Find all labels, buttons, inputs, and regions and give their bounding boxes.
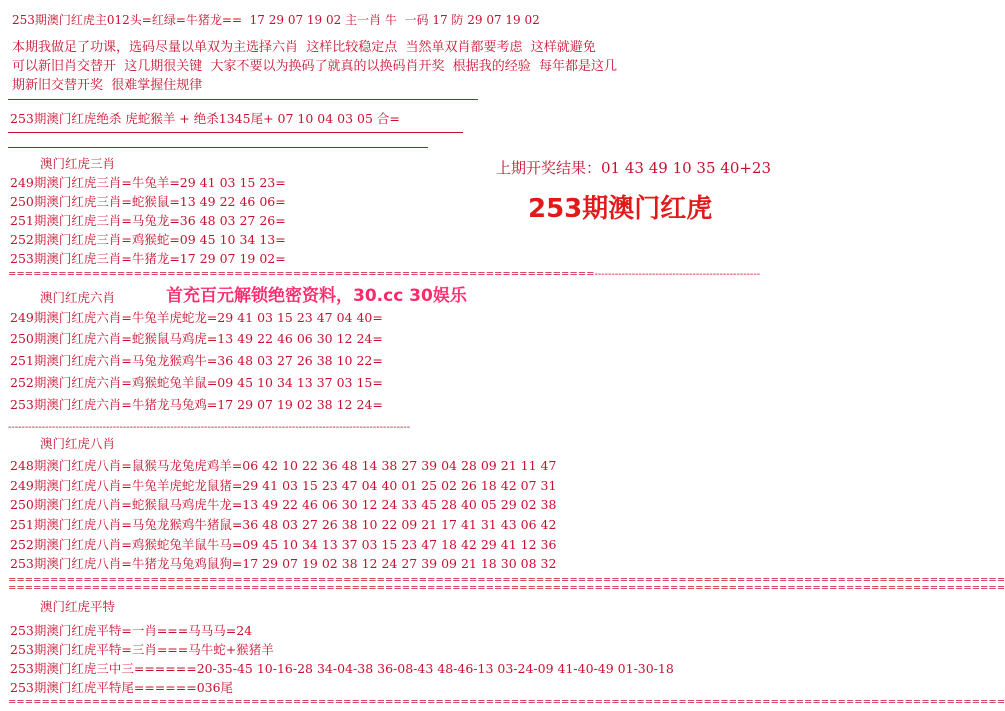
section-title-eight: 澳门红虎八肖 bbox=[40, 436, 116, 451]
intro-line-1: 本期我做足了功课，选码尽量以单双为主选择六肖 这样比较稳定点 当然单双肖都要考虑 这样就避免 bbox=[12, 40, 596, 55]
section-title-three: 澳门红虎三肖 bbox=[40, 156, 116, 171]
eight-row: 253期澳门红虎八肖=牛猪龙马兔鸡鼠狗=17 29 07 19 02 38 12 24 27 39 09 21 18 30 08 32 bbox=[10, 556, 557, 571]
separator: ----------------------------------------------------------------------------------------------------------------------- bbox=[8, 422, 411, 433]
section-title-six: 澳门红虎六肖 bbox=[40, 290, 116, 305]
flat-row: 253期澳门红虎平特=三肖===马牛蛇+猴猪羊 bbox=[10, 642, 274, 657]
eight-row: 248期澳门红虎八肖=鼠猴马龙兔虎鸡羊=06 42 10 22 36 48 14 38 27 39 04 28 09 21 11 47 bbox=[10, 458, 557, 473]
issue-big-title: 253期澳门红虎 bbox=[528, 194, 713, 224]
eight-row: 252期澳门红虎八肖=鸡猴蛇兔羊鼠牛马=09 45 10 34 13 37 03 15 23 47 18 42 29 41 12 36 bbox=[10, 537, 557, 552]
separator bbox=[8, 99, 478, 100]
three-row: 249期澳门红虎三肖=牛兔羊=29 41 03 15 23= bbox=[10, 175, 286, 190]
six-row: 252期澳门红虎六肖=鸡猴蛇兔羊鼠=09 45 10 34 13 37 03 15= bbox=[10, 375, 383, 390]
six-row: 251期澳门红虎六肖=马兔龙猴鸡牛=36 48 03 27 26 38 10 22= bbox=[10, 353, 383, 368]
six-row: 249期澳门红虎六肖=牛兔羊虎蛇龙=29 41 03 15 23 47 04 40= bbox=[10, 310, 383, 325]
section-title-flat: 澳门红虎平特 bbox=[40, 599, 116, 614]
kill-line: 253期澳门红虎绝杀 虎蛇猴羊 + 绝杀1345尾+ 07 10 04 03 05 合= bbox=[10, 111, 400, 126]
six-row: 250期澳门红虎六肖=蛇猴鼠马鸡虎=13 49 22 46 06 30 12 24= bbox=[10, 331, 383, 346]
three-row: 251期澳门红虎三肖=马兔龙=36 48 03 27 26= bbox=[10, 213, 286, 228]
promo-ad-text: 首充百元解锁绝密资料，30.cc 30娱乐 bbox=[166, 286, 467, 306]
eight-row: 250期澳门红虎八肖=蛇猴鼠马鸡虎牛龙=13 49 22 46 06 30 12 24 33 45 28 40 05 29 02 38 bbox=[10, 497, 557, 512]
eight-row: 251期澳门红虎八肖=马兔龙猴鸡牛猪鼠=36 48 03 27 26 38 10 22 09 21 17 41 31 43 06 42 bbox=[10, 517, 557, 532]
intro-line-2: 可以新旧肖交替开 这几期很关键 大家不要以为换码了就真的以换码肖开奖 根据我的经验 每年都是这几 bbox=[12, 59, 618, 74]
header-line: 253期澳门红虎主012头=红绿=牛猪龙== 17 29 07 19 02 主一肖 牛 一码 17 防 29 07 19 02 bbox=[12, 13, 540, 27]
eight-row: 249期澳门红虎八肖=牛兔羊虎蛇龙鼠猪=29 41 03 15 23 47 04 40 01 25 02 26 18 42 07 31 bbox=[10, 478, 557, 493]
three-row: 253期澳门红虎三肖=牛猪龙=17 29 07 19 02= bbox=[10, 251, 286, 266]
separator: ======================================================================================================================= bbox=[8, 583, 1005, 594]
last-draw-result: 上期开奖结果：01 43 49 10 35 40+23 bbox=[496, 159, 772, 177]
separator bbox=[8, 132, 463, 133]
flat-row: 253期澳门红虎平特=一肖===马马马=24 bbox=[10, 623, 253, 638]
intro-line-3: 期新旧交替开奖 很难掌握住规律 bbox=[12, 78, 203, 93]
three-row: 250期澳门红虎三肖=蛇猴鼠=13 49 22 46 06= bbox=[10, 194, 286, 209]
three-row: 252期澳门红虎三肖=鸡猴蛇=09 45 10 34 13= bbox=[10, 232, 286, 247]
separator: ======================================================================------------------------------------------------- bbox=[8, 269, 761, 280]
flat-row: 253期澳门红虎平特尾======036尾 bbox=[10, 680, 234, 695]
flat-row: 253期澳门红虎三中三======20-35-45 10-16-28 34-04-38 36-08-43 48-46-13 03-24-09 41-40-49 01-30-18 bbox=[10, 661, 674, 676]
separator: ======================================================================================================================= bbox=[8, 575, 1005, 586]
six-row: 253期澳门红虎六肖=牛猪龙马兔鸡=17 29 07 19 02 38 12 24= bbox=[10, 397, 383, 412]
separator: ======================================================================================================================= bbox=[8, 697, 1005, 708]
separator bbox=[8, 147, 428, 148]
